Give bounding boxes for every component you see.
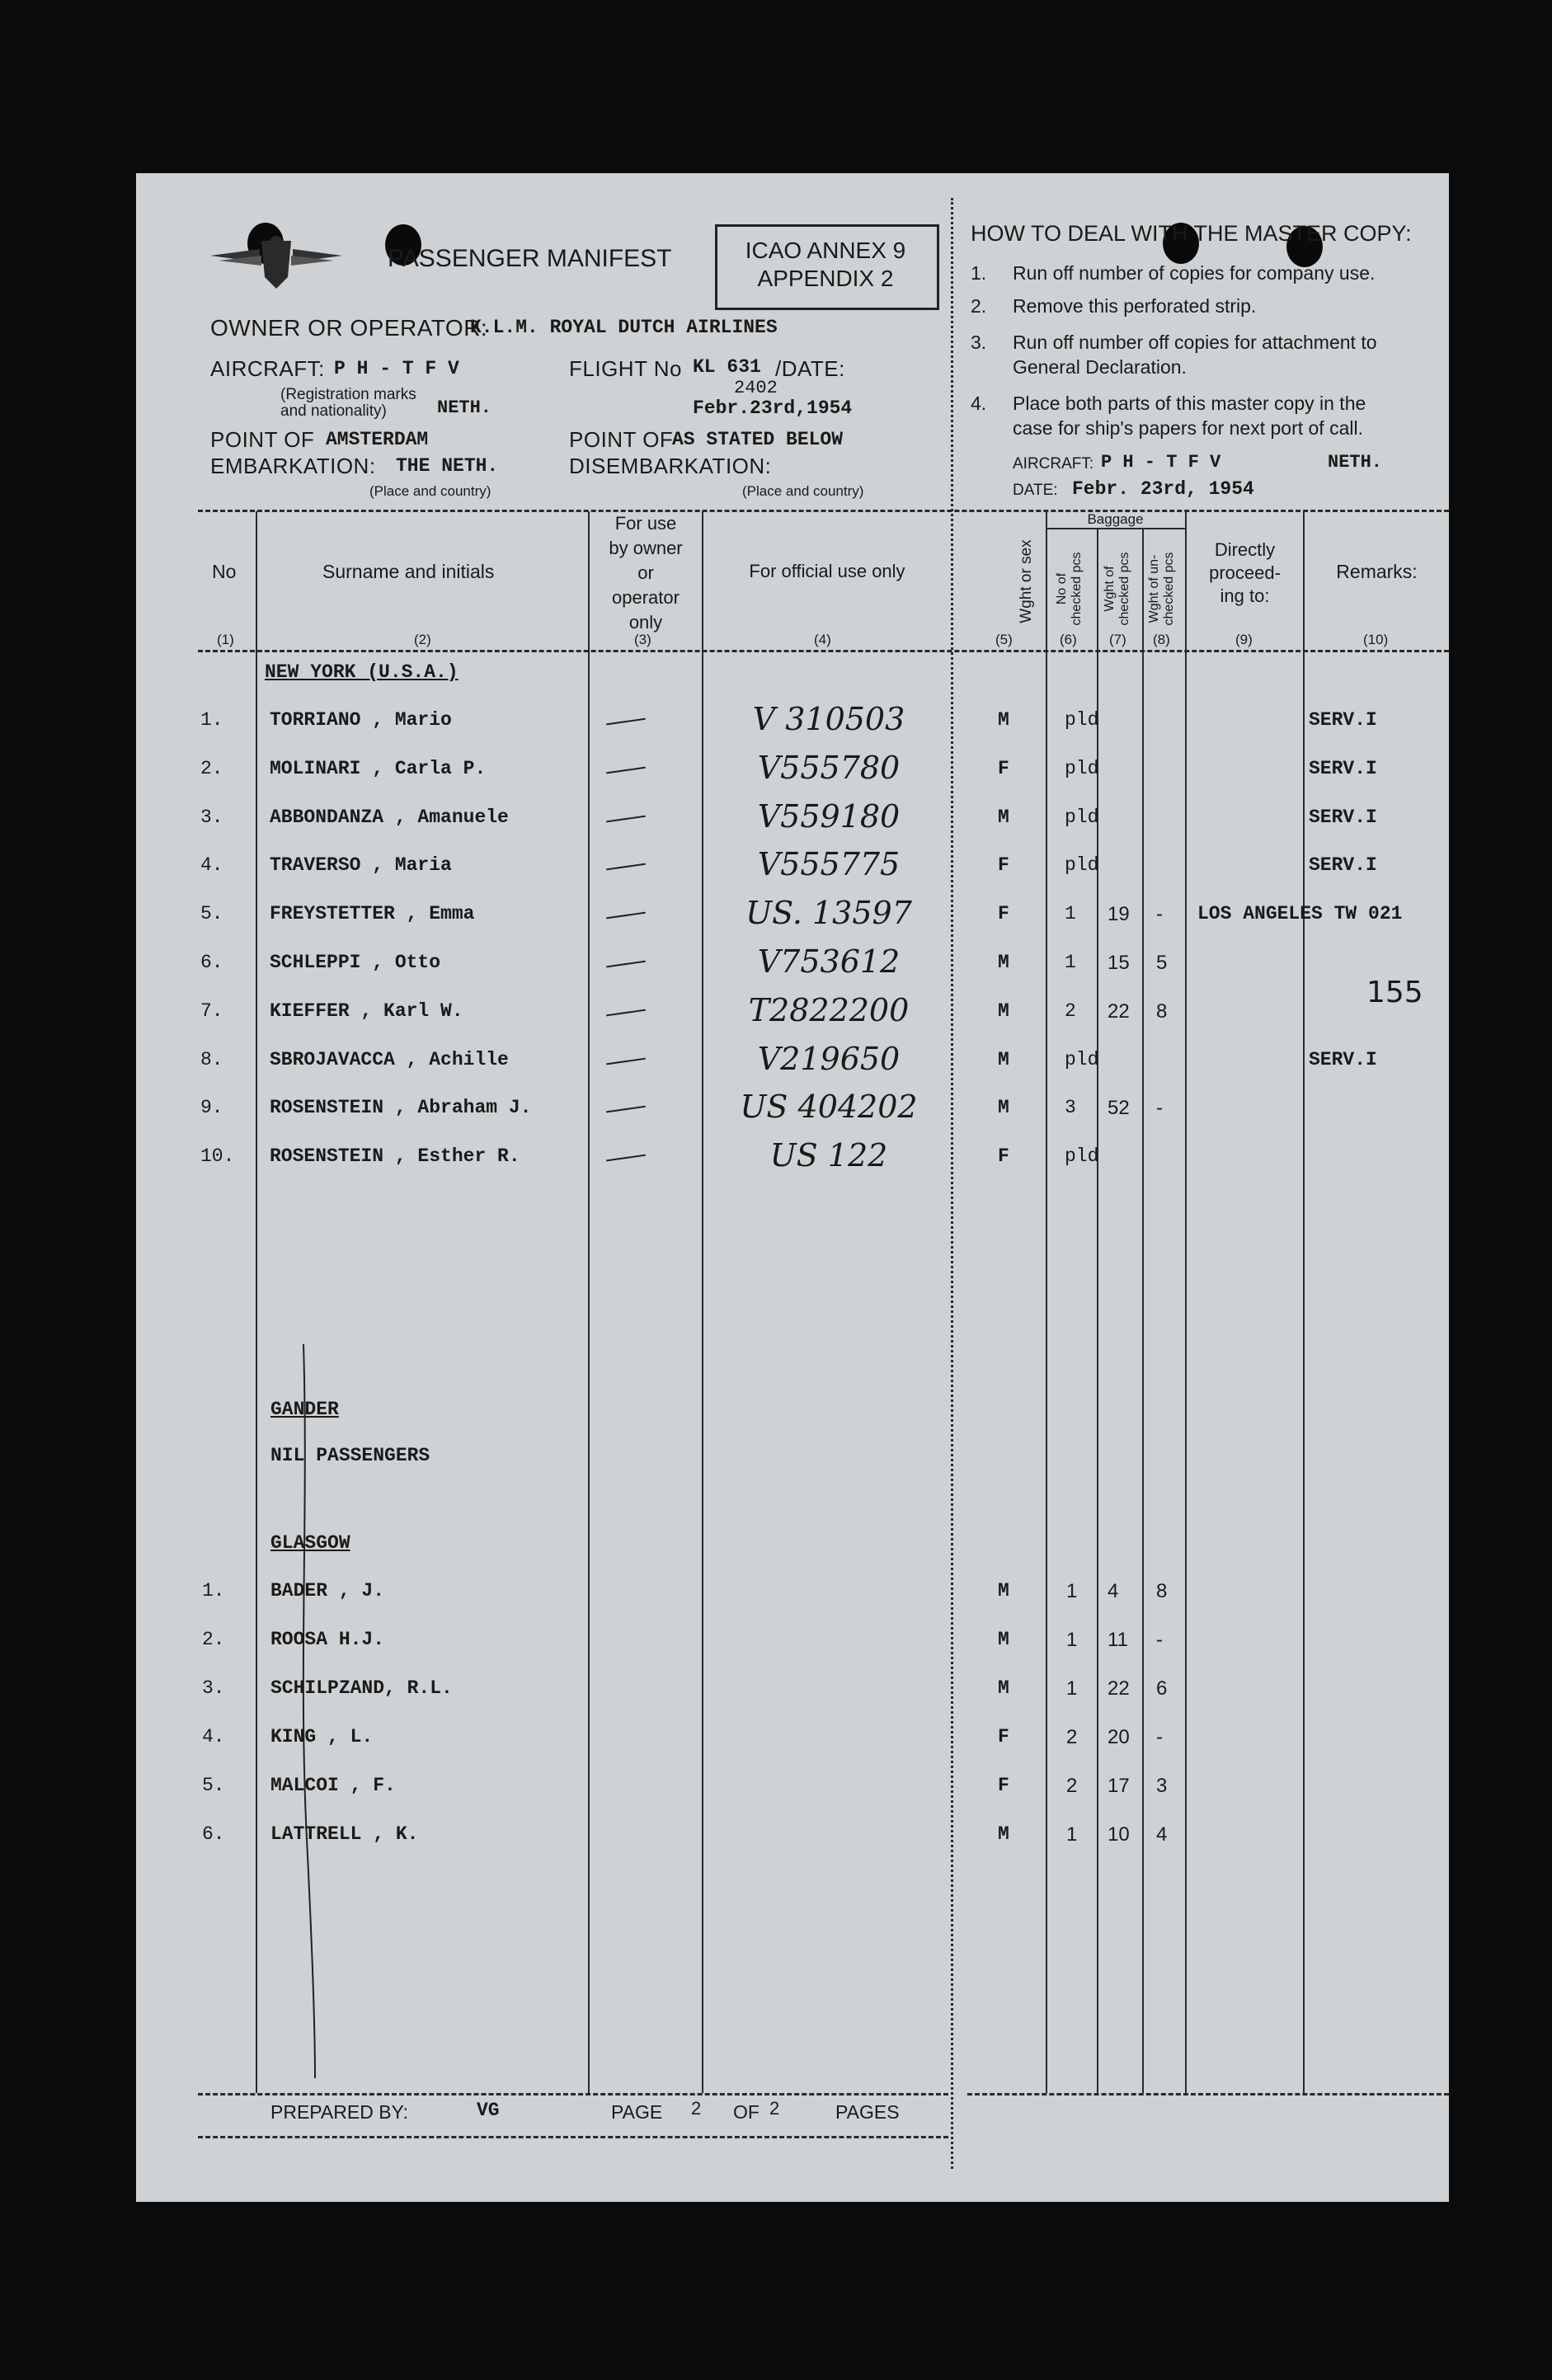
official-passport-number: US 122 <box>769 1137 888 1174</box>
owner-use-tick <box>606 1009 646 1017</box>
baggage-rule <box>1046 528 1185 529</box>
checked-weight: 22 <box>1108 1000 1130 1023</box>
date-label: /DATE: <box>775 356 845 381</box>
col-checked-wght-header: Wght of checked pcs <box>1103 552 1131 626</box>
weight-or-sex: M <box>998 1580 1009 1602</box>
owner-use-tick <box>606 1058 646 1065</box>
instruction-num-4: 4. <box>971 393 987 414</box>
checked-pcs: 1 <box>1066 1629 1078 1651</box>
instr-aircraft-label: AIRCRAFT: <box>1013 455 1094 473</box>
instr-aircraft-value: P H - T F V <box>1101 452 1221 473</box>
weight-or-sex: M <box>998 1677 1009 1699</box>
checked-weight: 11 <box>1108 1629 1128 1651</box>
instructions-title: HOW TO DEAL WITH THE MASTER COPY: <box>971 221 1412 246</box>
passenger-name: FREYSTETTER , Emma <box>270 903 475 924</box>
weight-or-sex: F <box>998 1726 1009 1747</box>
unchecked-weight: 8 <box>1156 1580 1168 1602</box>
embarkation-note: (Place and country) <box>369 483 491 499</box>
row-number: 5. <box>202 1775 225 1796</box>
col-line <box>702 511 703 2093</box>
col-weight-sex-header: Wght or sex <box>1018 539 1035 623</box>
passenger-name: ABBONDANZA , Amanuele <box>270 807 509 828</box>
col-num-2: (2) <box>414 632 431 647</box>
col-owner-header-2: by owner <box>609 538 683 558</box>
gander-nil-passengers: NIL PASSENGERS <box>270 1445 430 1466</box>
weight-or-sex: M <box>998 1097 1009 1118</box>
disembarkation-label-1: POINT OF <box>569 427 674 452</box>
weight-or-sex: F <box>998 1145 1009 1167</box>
checked-weight: 20 <box>1108 1726 1130 1748</box>
section-newyork: NEW YORK (U.S.A.) <box>265 661 459 683</box>
col-no-header: No <box>212 561 237 582</box>
col-num-7: (7) <box>1109 632 1126 647</box>
col-surname-header: Surname and initials <box>322 561 495 582</box>
checked-pcs: pld <box>1065 1145 1099 1167</box>
instruction-text-3b: General Declaration. <box>1013 356 1187 378</box>
col-num-9: (9) <box>1235 632 1253 647</box>
col-num-5: (5) <box>995 632 1013 647</box>
row-number: 5. <box>200 903 223 924</box>
weight-or-sex: M <box>998 952 1009 973</box>
unchecked-weight: 3 <box>1156 1775 1168 1797</box>
col-baggage-header: Baggage <box>1087 511 1144 527</box>
embarkation-value-2: THE NETH. <box>396 455 499 477</box>
row-number: 2. <box>202 1629 225 1650</box>
disembarkation-value: AS STATED BELOW <box>672 429 844 450</box>
official-passport-number: V 310503 <box>752 701 905 737</box>
passenger-name: KING , L. <box>270 1726 374 1747</box>
row-number: 3. <box>202 1677 225 1699</box>
instruction-text-4b: case for ship's papers for next port of call. <box>1013 417 1363 439</box>
manifest-sheet <box>136 173 1449 2202</box>
row-number: 2. <box>200 758 223 779</box>
checked-pcs: 2 <box>1066 1775 1078 1797</box>
embarkation-value-1: AMSTERDAM <box>326 429 429 450</box>
footer-bottom-rule <box>198 2136 948 2138</box>
owner-label: OWNER OR OPERATOR: <box>210 315 488 341</box>
unchecked-weight: - <box>1156 1629 1163 1651</box>
reg-note-1: (Registration marks <box>280 386 416 403</box>
owner-use-tick <box>606 912 646 920</box>
row-number: 9. <box>200 1097 223 1118</box>
owner-use-tick <box>606 1155 646 1162</box>
checked-pcs: pld <box>1065 758 1099 779</box>
col-line <box>1185 511 1187 2093</box>
instr-date-label: DATE: <box>1013 482 1058 499</box>
row-number: 4. <box>202 1726 225 1747</box>
row-number: 1. <box>200 709 223 731</box>
checked-pcs: 3 <box>1065 1097 1076 1118</box>
official-passport-number: US. 13597 <box>745 895 912 931</box>
passenger-name: ROSENSTEIN , Abraham J. <box>270 1097 532 1118</box>
passenger-name: BADER , J. <box>270 1580 385 1602</box>
col-num-8: (8) <box>1153 632 1170 647</box>
checked-pcs: 1 <box>1066 1677 1078 1700</box>
icao-appendix: APPENDIX 2 <box>757 266 894 291</box>
weight-or-sex: F <box>998 854 1009 876</box>
reg-note-2: and nationality) <box>280 402 387 420</box>
instruction-text-3a: Run off number off copies for attachment to <box>1013 332 1377 353</box>
weight-or-sex: M <box>998 1823 1009 1845</box>
col-owner-header-3: or <box>637 562 654 583</box>
pages-label: PAGES <box>835 2101 900 2123</box>
checked-weight: 52 <box>1108 1097 1130 1119</box>
checked-pcs: pld <box>1065 854 1099 876</box>
col-num-3: (3) <box>634 632 651 647</box>
date-value: Febr.23rd,1954 <box>693 397 853 419</box>
page-value: 2 <box>691 2098 702 2119</box>
row-number: 10. <box>200 1145 235 1167</box>
remarks: SERV.I <box>1309 709 1377 731</box>
of-label: OF <box>733 2101 760 2123</box>
section-gander: GANDER <box>270 1399 339 1420</box>
col-owner-header-5: only <box>628 612 663 633</box>
nationality-value: NETH. <box>437 397 492 418</box>
weight-or-sex: M <box>998 1049 1009 1070</box>
weight-or-sex: F <box>998 758 1009 779</box>
row-number: 7. <box>200 1000 223 1022</box>
instr-aircraft-nat: NETH. <box>1328 452 1383 473</box>
checked-weight: 15 <box>1108 952 1130 974</box>
instruction-text-1: Run off number of copies for company use. <box>1013 262 1376 284</box>
weight-or-sex: F <box>998 903 1009 924</box>
table-top-rule <box>198 510 1449 512</box>
prepared-by-label: PREPARED BY: <box>270 2101 409 2123</box>
manifest-title: PASSENGER MANIFEST <box>388 245 672 272</box>
checked-weight: 19 <box>1108 903 1130 925</box>
checked-weight: 4 <box>1108 1580 1119 1602</box>
col-line <box>1142 528 1144 2093</box>
owner-value: K.L.M. ROYAL DUTCH AIRLINES <box>470 317 778 338</box>
disembarkation-label-2: DISEMBARKATION: <box>569 454 772 478</box>
owner-use-tick <box>606 816 646 823</box>
col-line <box>256 511 257 2093</box>
row-number: 8. <box>200 1049 223 1070</box>
remarks: SERV.I <box>1309 758 1377 779</box>
passenger-name: SCHLEPPI , Otto <box>270 952 441 973</box>
passenger-name: TRAVERSO , Maria <box>270 854 452 876</box>
col-num-1: (1) <box>217 632 234 647</box>
unchecked-weight: - <box>1156 1097 1163 1119</box>
col-checked-pcs-header: No of checked pcs <box>1055 552 1084 626</box>
weight-or-sex: M <box>998 807 1009 828</box>
of-value: 2 <box>769 2098 780 2119</box>
page-label: PAGE <box>611 2101 663 2123</box>
official-passport-number: V555780 <box>757 750 901 786</box>
weight-or-sex: M <box>998 1000 1009 1022</box>
official-passport-number: US 404202 <box>740 1089 918 1125</box>
official-passport-number: V753612 <box>757 943 901 980</box>
checked-pcs: pld <box>1065 807 1099 828</box>
remarks: 155 <box>1366 976 1423 1009</box>
col-owner-header-4: operator <box>612 587 680 608</box>
row-number: 6. <box>200 952 223 973</box>
col-num-10: (10) <box>1363 632 1389 647</box>
col-directly-header-3: ing to: <box>1220 586 1270 606</box>
col-directly-header-1: Directly <box>1214 539 1276 560</box>
aircraft-label: AIRCRAFT: <box>210 356 325 381</box>
instruction-num-3: 3. <box>971 332 987 353</box>
passenger-name: MALCOI , F. <box>270 1775 396 1796</box>
section-glasgow: GLASGOW <box>270 1532 350 1554</box>
checked-weight: 22 <box>1108 1677 1130 1700</box>
passenger-name: MOLINARI , Carla P. <box>270 758 487 779</box>
owner-use-tick <box>606 718 646 726</box>
row-number: 3. <box>200 807 223 828</box>
col-line <box>1046 511 1047 2093</box>
checked-pcs: 1 <box>1065 952 1076 973</box>
footer-top-rule <box>198 2093 948 2095</box>
flight-extra: 2402 <box>734 378 778 398</box>
row-number: 6. <box>202 1823 225 1845</box>
passenger-name: SBROJAVACCA , Achille <box>270 1049 509 1070</box>
checked-pcs: 1 <box>1066 1823 1078 1846</box>
owner-use-tick <box>606 961 646 968</box>
table-header-rule <box>198 650 1449 652</box>
remarks: SERV.I <box>1309 807 1377 828</box>
passenger-name: ROSENSTEIN , Esther R. <box>270 1145 520 1167</box>
col-directly-header-2: proceed- <box>1209 562 1281 583</box>
col-official-header: For official use only <box>749 561 905 581</box>
instruction-num-2: 2. <box>971 295 987 317</box>
unchecked-weight: - <box>1156 903 1163 925</box>
klm-logo-icon <box>202 231 350 297</box>
checked-weight: 10 <box>1108 1823 1130 1846</box>
passenger-name: LATTRELL , K. <box>270 1823 419 1845</box>
checked-weight: 17 <box>1108 1775 1130 1797</box>
remarks: SERV.I <box>1309 854 1377 876</box>
checked-pcs: 2 <box>1065 1000 1076 1022</box>
col-owner-header-1: For use <box>614 513 677 534</box>
passenger-name: ROOSA H.J. <box>270 1629 385 1650</box>
unchecked-weight: 5 <box>1156 952 1168 974</box>
unchecked-weight: 6 <box>1156 1677 1168 1700</box>
remarks: SERV.I <box>1309 1049 1377 1070</box>
col-remarks-header: Remarks: <box>1336 561 1418 582</box>
checked-pcs: 1 <box>1066 1580 1078 1602</box>
weight-or-sex: F <box>998 1775 1009 1796</box>
checked-pcs: pld <box>1065 1049 1099 1070</box>
col-num-6: (6) <box>1060 632 1077 647</box>
owner-use-tick <box>606 767 646 774</box>
official-passport-number: V555775 <box>757 846 901 882</box>
instruction-text-4a: Place both parts of this master copy in the <box>1013 393 1366 414</box>
handwritten-stroke <box>297 1344 330 2086</box>
icao-annex: ICAO ANNEX 9 <box>745 238 906 263</box>
row-number: 4. <box>200 854 223 876</box>
passenger-name: KIEFFER , Karl W. <box>270 1000 463 1022</box>
prepared-by-value: VG <box>477 2100 500 2121</box>
owner-use-tick <box>606 863 646 871</box>
perforation-line <box>951 198 953 2169</box>
instruction-text-2: Remove this perforated strip. <box>1013 295 1257 317</box>
embarkation-label-1: POINT OF <box>210 427 315 452</box>
col-line <box>588 511 590 2093</box>
official-passport-number: V559180 <box>757 798 901 835</box>
aircraft-value: P H - T F V <box>334 358 459 379</box>
row-number: 1. <box>202 1580 225 1602</box>
unchecked-weight: - <box>1156 1726 1163 1748</box>
col-num-4: (4) <box>814 632 831 647</box>
checked-pcs: pld <box>1065 709 1099 731</box>
footer-top-rule-right <box>967 2093 1449 2095</box>
unchecked-weight: 8 <box>1156 1000 1168 1023</box>
weight-or-sex: M <box>998 1629 1009 1650</box>
flight-value: KL 631 <box>693 356 761 378</box>
flight-label: FLIGHT No <box>569 356 682 381</box>
col-unchecked-wght-header: Wght of un-checked pcs <box>1147 552 1176 626</box>
instruction-num-1: 1. <box>971 262 987 284</box>
destination: LOS ANGELES TW 021 <box>1197 903 1403 924</box>
instr-date-value: Febr. 23rd, 1954 <box>1072 478 1254 500</box>
official-passport-number: T2822200 <box>748 992 910 1028</box>
passenger-name: TORRIANO , Mario <box>270 709 452 731</box>
checked-pcs: 1 <box>1065 903 1076 924</box>
disembarkation-note: (Place and country) <box>742 483 864 499</box>
owner-use-tick <box>606 1106 646 1113</box>
col-line <box>1303 511 1305 2093</box>
checked-pcs: 2 <box>1066 1726 1078 1748</box>
official-passport-number: V219650 <box>757 1041 901 1077</box>
passenger-name: SCHILPZAND, R.L. <box>270 1677 453 1699</box>
embarkation-label-2: EMBARKATION: <box>210 454 376 478</box>
weight-or-sex: M <box>998 709 1009 731</box>
unchecked-weight: 4 <box>1156 1823 1168 1846</box>
